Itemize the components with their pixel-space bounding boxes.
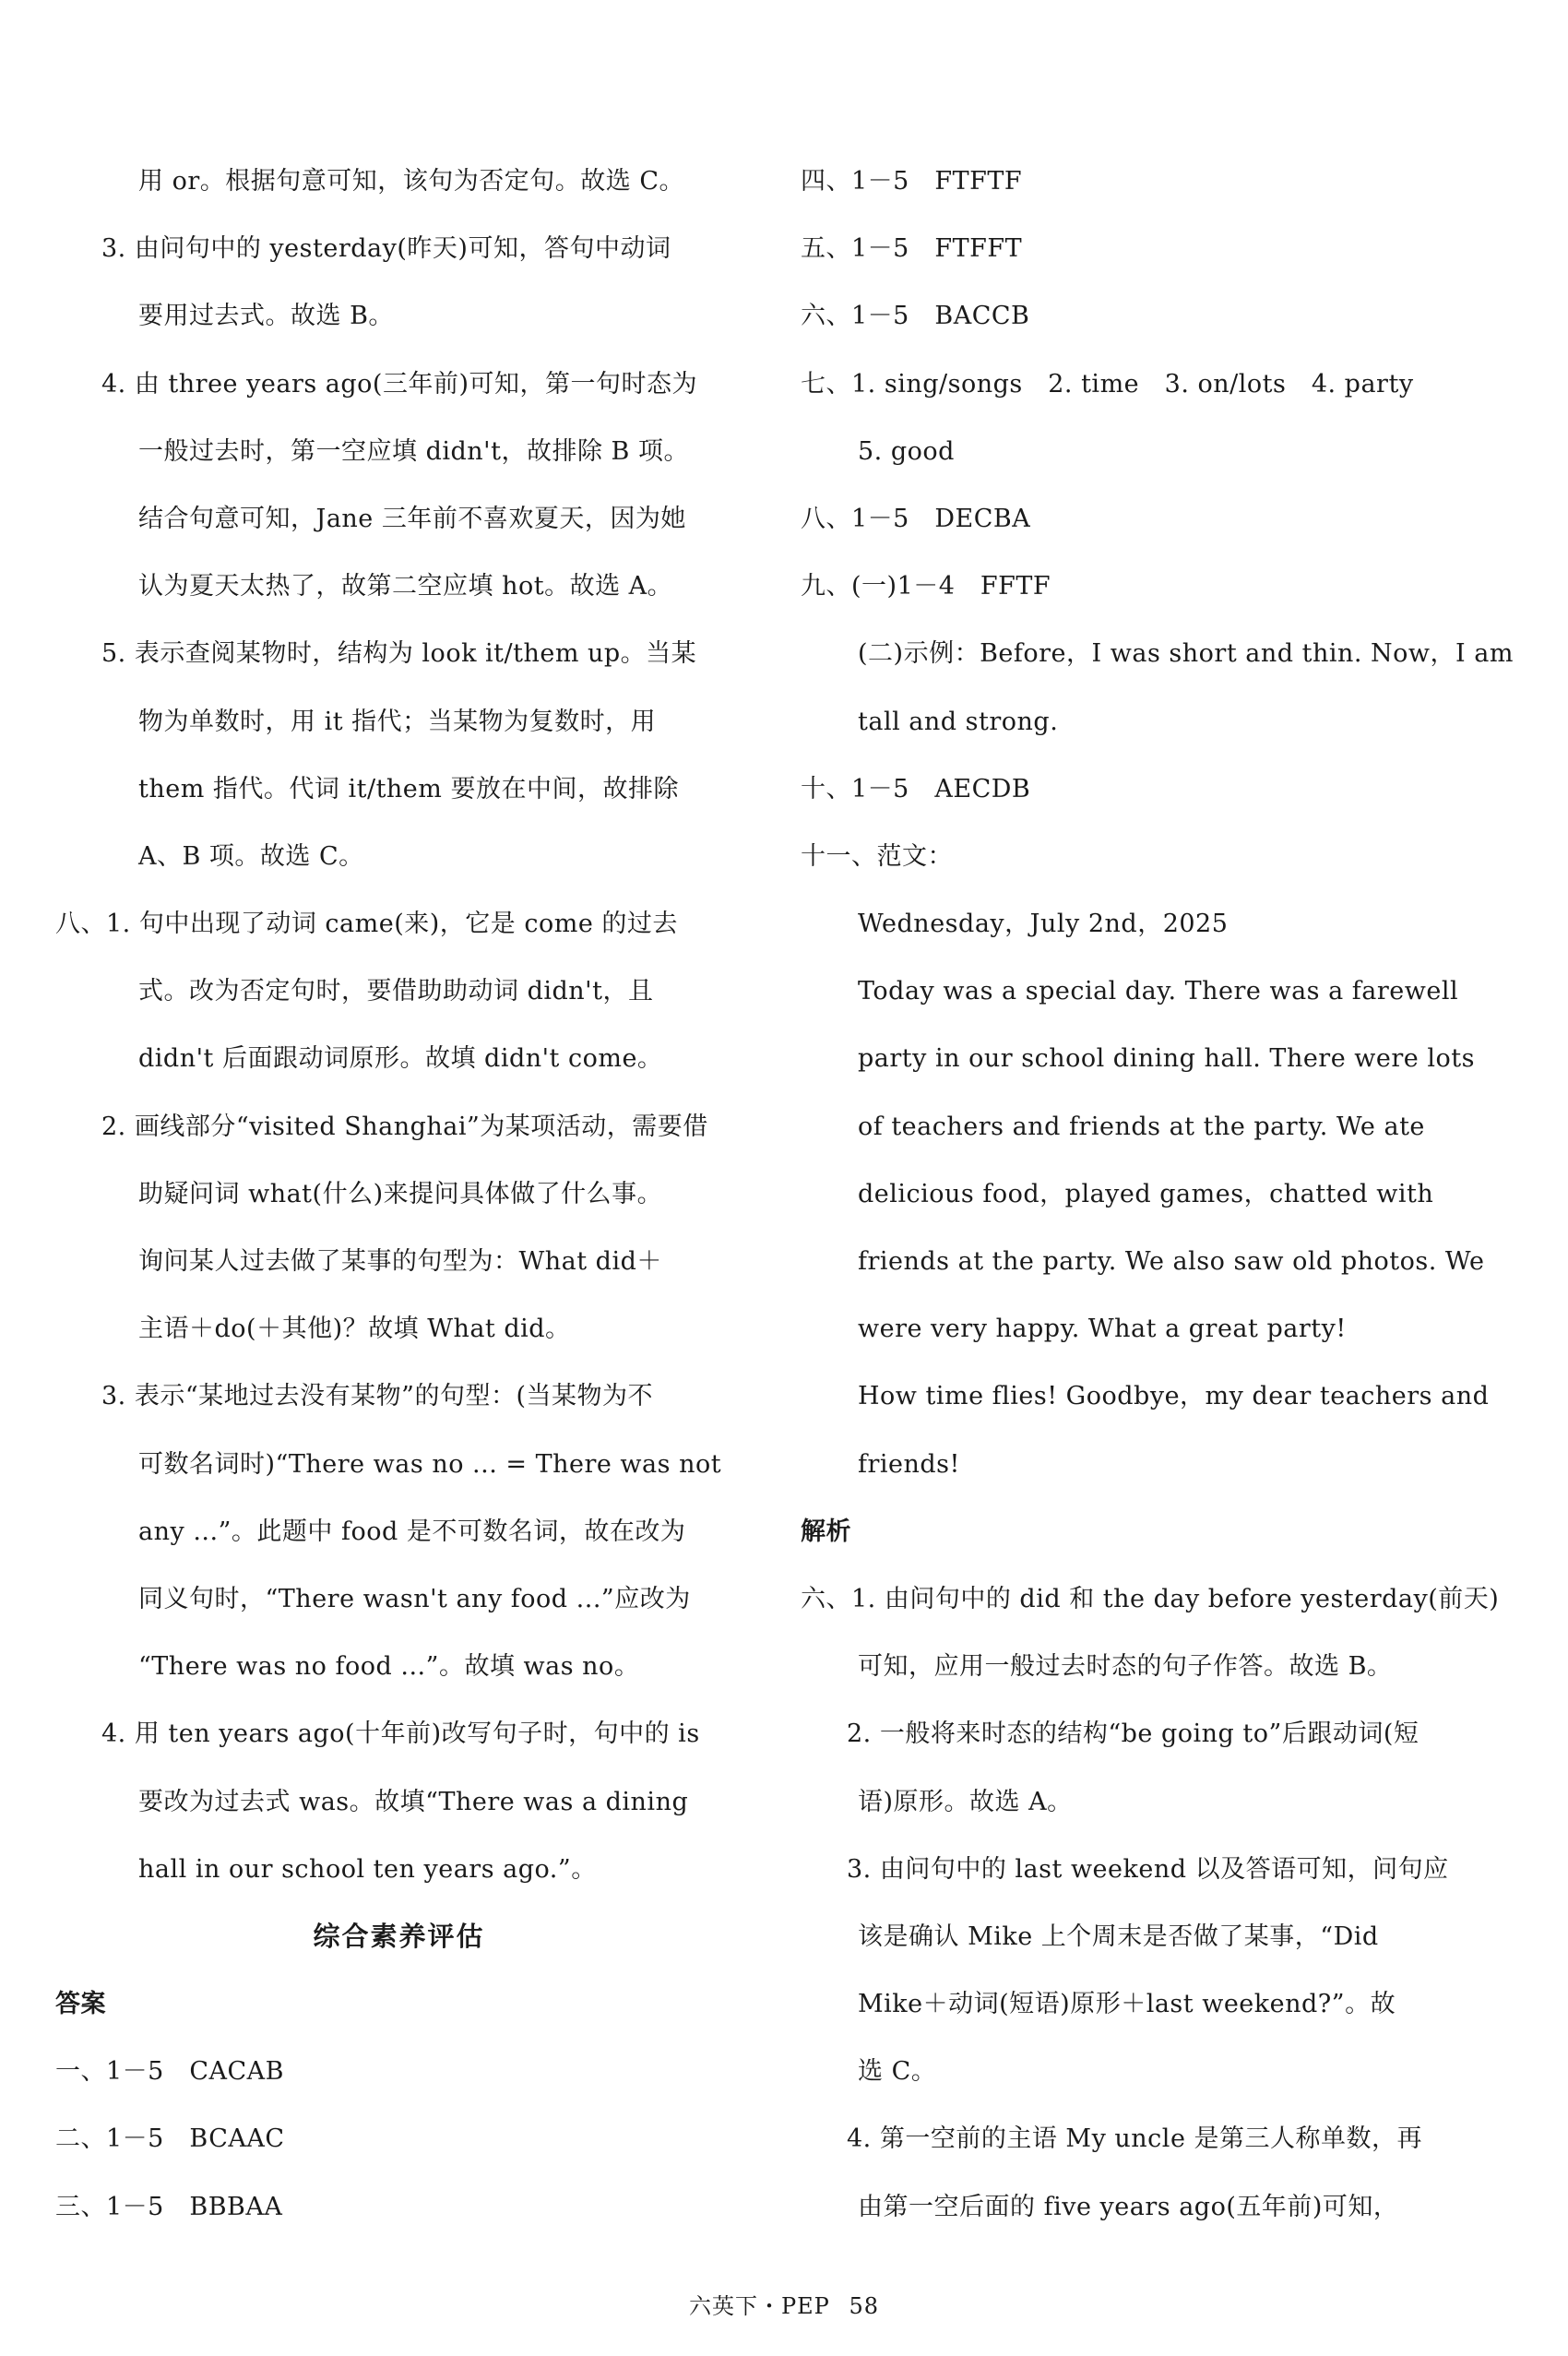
analysis-line: 六、1. 由问句中的 did 和 the day before yesterday(前天): [801, 1584, 1500, 1613]
right-column: [801, 148, 1514, 2241]
analysis-line: 选 C。: [858, 2057, 937, 2087]
answer-line: 七、1. sing/songs 2. time 3. on/lots 4. party: [801, 369, 1414, 399]
essay-line: of teachers and friends at the party. We ate: [858, 1112, 1425, 1141]
analysis-line: 4. 第一空前的主语 My uncle 是第三人称单数，再: [847, 2124, 1423, 2154]
answer-line: 一、1－5 CACAB: [55, 2057, 285, 2087]
analysis-heading: 解析: [801, 1517, 851, 1546]
essay-line: How time flies! Goodbye，my dear teachers and: [858, 1382, 1490, 1411]
text-line: 4. 由 three years ago(三年前)可知，第一句时态为: [101, 369, 697, 399]
essay-line: party in our school dining hall. There were lots: [858, 1044, 1475, 1074]
text-line: them 指代。代词 it/them 要放在中间，故排除: [138, 774, 679, 803]
analysis-line: Mike＋动词(短语)原形＋last weekend?”。故: [858, 1990, 1396, 2019]
answer-line: 九、(一)1－4 FFTF: [801, 572, 1051, 601]
text-line: 八、1. 句中出现了动词 came(来)，它是 come 的过去: [55, 910, 678, 939]
analysis-line: 该是确认 Mike 上个周末是否做了某事，“Did: [858, 1922, 1379, 1951]
text-line: didn't 后面跟动词原形。故填 didn't come。: [138, 1044, 663, 1074]
page-footer: [0, 2288, 1568, 2320]
answer-line: 三、1－5 BBBAA: [55, 2192, 283, 2221]
text-line: 认为夏天太热了，故第二空应填 hot。故选 A。: [138, 572, 673, 601]
text-line: 要用过去式。故选 B。: [138, 302, 394, 331]
answer-line: 5. good: [858, 436, 955, 466]
essay-line: Today was a special day. There was a farewell: [858, 977, 1459, 1006]
analysis-line: 3. 由问句中的 last weekend 以及答语可知，问句应: [847, 1854, 1449, 1884]
answer-line: 十一、范文：: [801, 841, 953, 871]
text-line: 一般过去时，第一空应填 didn't，故排除 B 项。: [138, 436, 689, 466]
text-line: 结合句意可知，Jane 三年前不喜欢夏天，因为她: [138, 504, 686, 533]
text-line: 3. 表示“某地过去没有某物”的句型：(当某物为不: [101, 1382, 653, 1411]
answer-line: (二)示例：Before，I was short and thin. Now，I am: [858, 639, 1514, 669]
answer-line: 四、1－5 FTFTF: [801, 167, 1023, 196]
essay-line: delicious food，played games，chatted with: [858, 1179, 1434, 1208]
text-line: any ...”。此题中 food 是不可数名词，故在改为: [138, 1517, 686, 1546]
text-line: 主语＋do(＋其他)？故填 What did。: [138, 1315, 571, 1344]
left-column: [55, 148, 742, 2241]
answer-line: tall and strong.: [858, 707, 1059, 736]
answers-heading: 答案: [55, 1990, 106, 2019]
text-line: 5. 表示查阅某物时，结构为 look it/them up。当某: [101, 639, 697, 669]
text-line: 可数名词时)“There was no ... = There was not: [138, 1449, 722, 1479]
answer-line: 八、1－5 DECBA: [801, 504, 1031, 533]
page-number: 58: [849, 2293, 879, 2319]
essay-line: friends at the party. We also saw old photos. We: [858, 1247, 1485, 1276]
text-line: “There was no food ...”。故填 was no。: [138, 1652, 640, 1682]
answer-line: 六、1－5 BACCB: [801, 302, 1030, 331]
footer-label: 六英下・PEP: [688, 2293, 830, 2319]
essay-line: were very happy. What a great party!: [858, 1315, 1347, 1344]
text-line: 3. 由问句中的 yesterday(昨天)可知，答句中动词: [101, 234, 671, 264]
text-line: 4. 用 ten years ago(十年前)改写句子时，句中的 is: [101, 1719, 700, 1749]
essay-line: friends!: [858, 1449, 960, 1479]
section-title: 综合素养评估: [313, 1920, 485, 1952]
analysis-line: 2. 一般将来时态的结构“be going to”后跟动词(短: [847, 1719, 1420, 1749]
analysis-line: 语)原形。故选 A。: [858, 1787, 1073, 1816]
text-line: 询问某人过去做了某事的句型为：What did＋: [138, 1247, 662, 1276]
text-line: 用 or。根据句意可知，该句为否定句。故选 C。: [138, 167, 684, 196]
text-line: 式。改为否定句时，要借助助动词 didn't，且: [138, 977, 654, 1006]
text-line: 同义句时，“There wasn't any food ...”应改为: [138, 1584, 691, 1613]
text-line: 2. 画线部分“visited Shanghai”为某项活动，需要借: [101, 1112, 708, 1141]
text-line: 助疑问词 what(什么)来提问具体做了什么事。: [138, 1179, 663, 1208]
text-line: 要改为过去式 was。故填“There was a dining: [138, 1787, 689, 1816]
analysis-line: 可知，应用一般过去时态的句子作答。故选 B。: [858, 1652, 1393, 1682]
text-line: 物为单数时，用 it 指代；当某物为复数时，用: [138, 707, 657, 736]
analysis-line: 由第一空后面的 five years ago(五年前)可知，: [858, 2192, 1399, 2221]
text-line: hall in our school ten years ago.”。: [138, 1854, 597, 1884]
text-line: A、B 项。故选 C。: [138, 841, 364, 871]
answer-line: 五、1－5 FTFFT: [801, 234, 1023, 264]
essay-line: Wednesday，July 2nd，2025: [858, 910, 1229, 939]
answer-line: 十、1－5 AECDB: [801, 774, 1031, 803]
answer-line: 二、1－5 BCAAC: [55, 2124, 285, 2154]
